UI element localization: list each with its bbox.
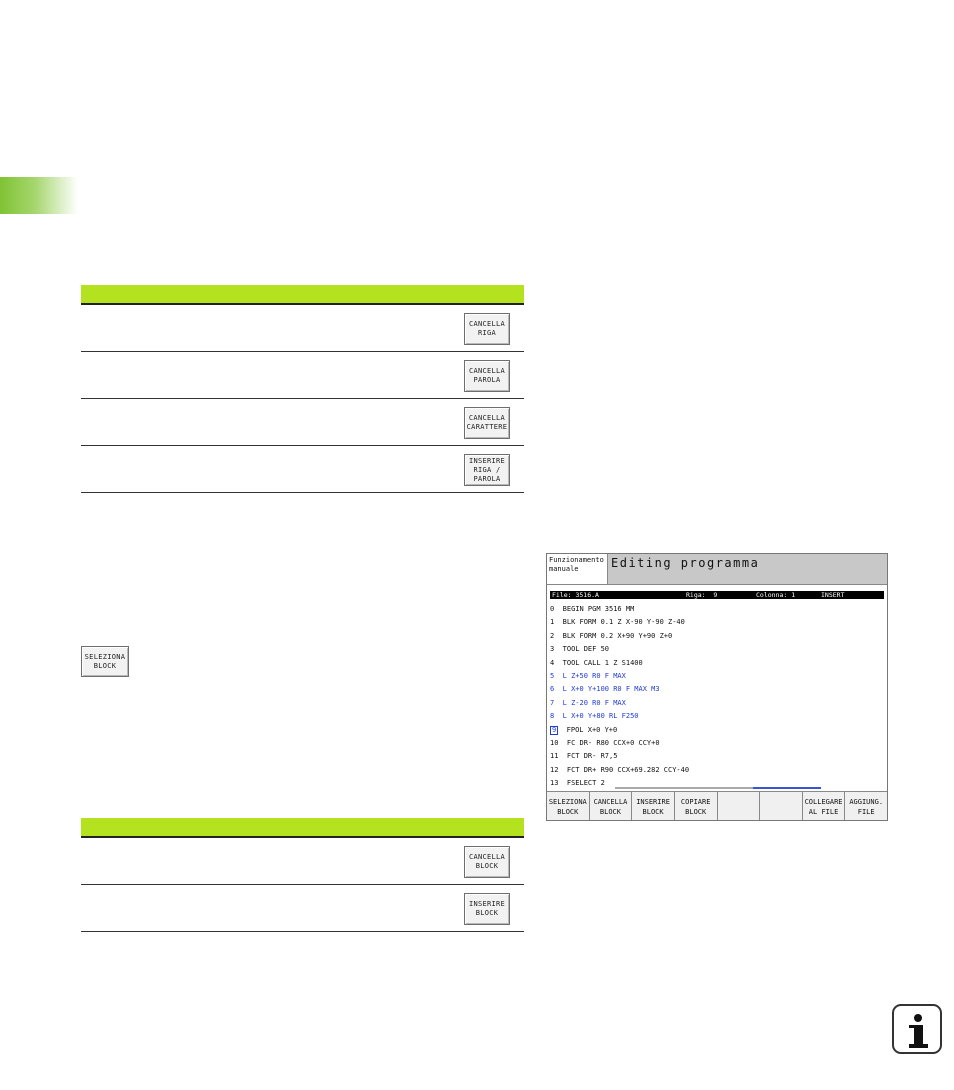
program-line-selected[interactable]: 7 L Z-20 R0 F MAX: [550, 698, 626, 707]
table-row: [81, 352, 524, 399]
program-line[interactable]: 0 BEGIN PGM 3516 MM: [550, 605, 635, 613]
cancella-carattere-softkey[interactable]: CANCELLA CARATTERE: [464, 407, 510, 439]
program-line[interactable]: 4 TOOL CALL 1 Z S1400: [550, 658, 643, 667]
program-line-selected[interactable]: 8 L X+0 Y+80 RL F250: [550, 712, 639, 721]
controller-screen: [546, 553, 888, 821]
screen-softkey-aggiung-file[interactable]: AGGIUNG. FILE: [845, 792, 887, 821]
screen-softkey-row: [547, 791, 887, 821]
program-line[interactable]: 2 BLK FORM 0.2 X+90 Y+90 Z+0: [550, 631, 673, 640]
inserire-block-softkey[interactable]: INSERIRE BLOCK: [464, 893, 510, 925]
inserire-riga-parola-softkey[interactable]: INSERIRE RIGA / PAROLA: [464, 454, 510, 486]
screen-softkey-inserire-block[interactable]: INSERIRE BLOCK: [632, 792, 675, 821]
program-listing: [550, 603, 884, 790]
program-line[interactable]: 11 FCT DR- R7,5: [550, 752, 618, 761]
scrollbar-thumb[interactable]: [753, 787, 821, 789]
program-line-selected[interactable]: 6 L X+0 Y+100 R0 F MAX M3: [550, 685, 660, 694]
screen-header: [547, 554, 887, 585]
seleziona-block-softkey[interactable]: SELEZIONA BLOCK: [81, 646, 129, 677]
status-row: Riga: 9: [686, 591, 718, 599]
screen-title: Editing programma: [611, 556, 760, 570]
screen-softkey-cancella-block[interactable]: CANCELLA BLOCK: [590, 792, 633, 821]
table-row: [81, 838, 524, 885]
table-row: [81, 885, 524, 932]
program-line-selected[interactable]: 5 L Z+50 R0 F MAX: [550, 671, 626, 680]
status-bar: [550, 591, 884, 599]
table-row: [81, 305, 524, 352]
program-line[interactable]: 3 TOOL DEF 50: [550, 645, 610, 654]
info-icon: [892, 1004, 942, 1054]
chapter-tab-marker: [0, 177, 78, 214]
program-line[interactable]: 1 BLK FORM 0.1 Z X-90 Y-90 Z-40: [550, 618, 685, 627]
cursor-line-number: 9: [552, 725, 557, 734]
cancella-parola-softkey[interactable]: CANCELLA PAROLA: [464, 360, 510, 392]
status-file: File: 3516.A: [552, 591, 599, 599]
function-table-block: [81, 818, 524, 932]
program-line[interactable]: 12 FCT DR+ R90 CCX+69.282 CCY-40: [550, 765, 690, 774]
operating-mode-label: Funzionamento manuale: [547, 554, 608, 584]
screen-softkey-seleziona-block[interactable]: SELEZIONA BLOCK: [547, 792, 590, 821]
table-row: [81, 446, 524, 493]
cancella-riga-softkey[interactable]: CANCELLA RIGA: [464, 313, 510, 345]
program-line-text: FPOL X+0 Y+0: [566, 725, 618, 734]
status-mode: INSERT: [821, 591, 845, 599]
status-column: Colonna: 1: [756, 591, 796, 599]
cancella-block-softkey[interactable]: CANCELLA BLOCK: [464, 846, 510, 878]
program-line-cursor[interactable]: [550, 724, 884, 737]
table-row: [81, 399, 524, 446]
screen-softkey-empty[interactable]: [718, 792, 761, 821]
program-line[interactable]: 10 FC DR- R80 CCX+0 CCY+0: [550, 738, 660, 747]
function-table-edit: [81, 285, 524, 493]
screen-softkey-collegare-al-file[interactable]: COLLEGARE AL FILE: [803, 792, 846, 821]
table-header-bar: [81, 285, 524, 305]
screen-softkey-copiare-block[interactable]: COPIARE BLOCK: [675, 792, 718, 821]
screen-softkey-empty[interactable]: [760, 792, 803, 821]
program-line[interactable]: 13 FSELECT 2: [550, 779, 605, 788]
table-header-bar: [81, 818, 524, 838]
screen-scrollbar[interactable]: [615, 787, 821, 789]
